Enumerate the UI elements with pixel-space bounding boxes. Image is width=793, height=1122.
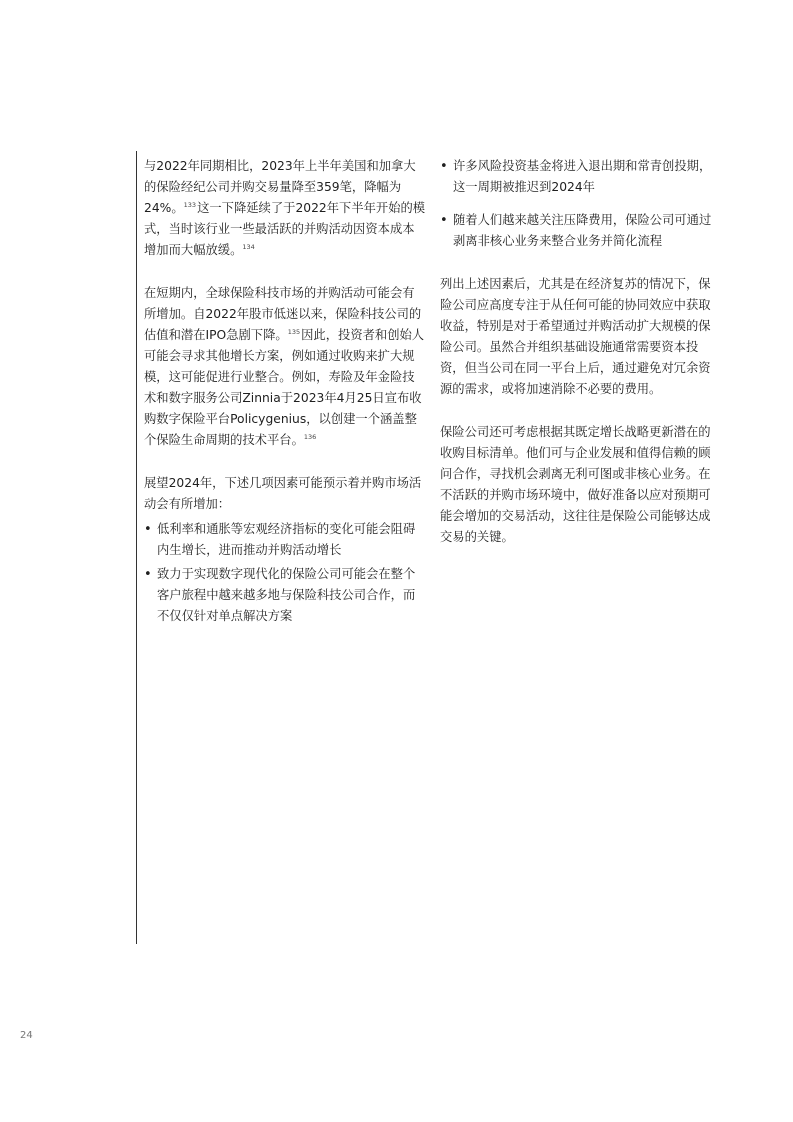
paragraph-text: 因此，投资者和创始人可能会寻求其他增长方案，例如通过收购来扩大规模，这可能促进行业整合。例如，寿险及年金险技术和数字服务公司Zinnia于2023年4月25日宣布收购数字保险平台Policygenius，以创建一个涵盖整个保险生命周期的技术平台。 [144, 328, 425, 447]
list-item: • 致力于实现数字现代化的保险公司可能会在整个客户旅程中越来越多地与保险科技公司合作，而不仅仅针对单点解决方案 [144, 564, 426, 627]
list-item: • 低利率和通胀等宏观经济指标的变化可能会阻碍内生增长，进而推动并购活动增长 [144, 519, 426, 561]
footnote-ref-135[interactable]: 135 [287, 328, 301, 336]
left-column [144, 156, 426, 649]
footnote-ref-134[interactable]: 134 [242, 243, 255, 251]
paragraph-text: 与2022年同期相比，2023年上半年美国和加拿大的保险经纪公司并购交易量降至359笔，降幅为24%。 [144, 159, 416, 215]
paragraph-outlook-2024: 展望2024年，下述几项因素可能预示着并购市场活动会有所增加： [144, 476, 422, 511]
right-column [440, 156, 722, 570]
paragraph-text: 这一下降延续了于2022年下半年开始的模式，当时该行业一些最活跃的并购活动因资本成本增加而大幅放缓。 [144, 201, 426, 257]
factor-list-left [144, 519, 426, 627]
footnote-ref-133[interactable]: 133 [183, 201, 197, 209]
paragraph-insurtech-ma [144, 283, 426, 451]
column-divider-line [136, 151, 137, 944]
factor-list-right [440, 156, 722, 252]
paragraph-synergies: 列出上述因素后，尤其是在经济复苏的情况下，保险公司应高度专注于从任何可能的协同效应中获取收益，特别是对于希望通过并购活动扩大规模的保险公司。虽然合并组织基础设施通常需要资本投资，但当公司在同一平台上后，通过避免对冗余资源的需求，或将加速消除不必要的费用。 [440, 277, 711, 396]
paragraph-text: 在短期内，全球保险科技市场的并购活动可能会有所增加。自2022年股市低迷以来，保险科技公司的估值和潜在IPO急剧下降。 [144, 286, 422, 342]
footnote-ref-136[interactable]: 136 [303, 433, 317, 441]
paragraph-deal-volume [144, 156, 426, 261]
list-item: • 许多风险投资基金将进入退出期和常青创投期，这一周期被推迟到2024年 [440, 156, 722, 198]
page-number: 24 [20, 1030, 33, 1041]
paragraph-target-list: 保险公司还可考虑根据其既定增长战略更新潜在的收购目标清单。他们可与企业发展和值得信赖的顾问合作，寻找机会剥离无利可图或非核心业务。在不活跃的并购市场环境中，做好准备以应对预期可能会增加的交易活动，这往往是保险公司能够达成交易的关键。 [440, 425, 711, 544]
list-item: • 随着人们越来越关注压降费用，保险公司可通过剥离非核心业务来整合业务并简化流程 [440, 210, 722, 252]
